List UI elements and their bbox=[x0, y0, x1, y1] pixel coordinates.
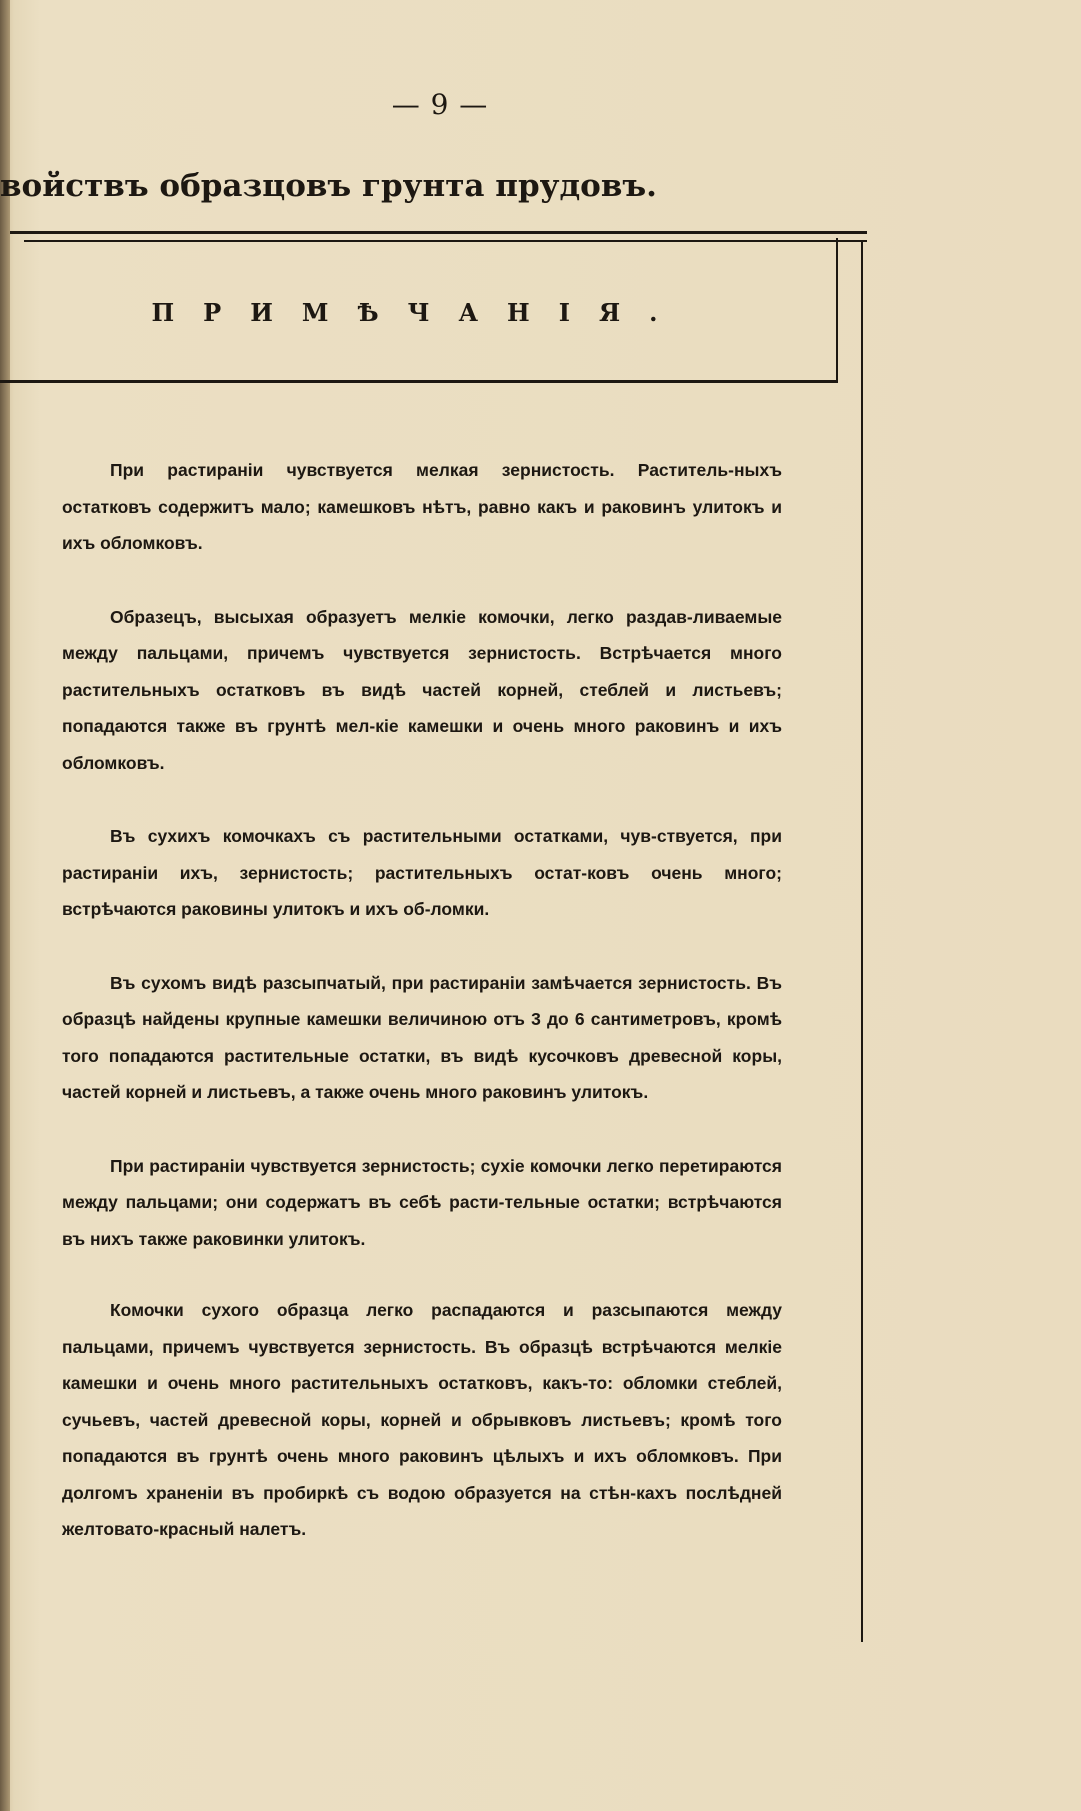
table-right-border bbox=[861, 240, 863, 1642]
note-paragraph: Въ сухихъ комочкахъ съ растительными остатками, чув-ствуется, при растираніи ихъ, зернистость; растительныхъ остат-ковъ очень много; встрѣчаются раковины улитокъ и ихъ об-ломки. bbox=[62, 826, 782, 919]
table-top-rule bbox=[10, 231, 867, 234]
running-header: войствъ образцовъ грунта прудовъ. bbox=[0, 168, 657, 204]
note-paragraph: Образецъ, высыхая образуетъ мелкіе комочки, легко раздав-ливаемые между пальцами, причемъ чувствуется зернистость. Встрѣчается много растительныхъ остатковъ въ видѣ частей корней, стеблей и листьевъ; попадаются также въ грунтѣ мел-кіе камешки и очень много раковинъ и ихъ обломковъ. bbox=[62, 606, 782, 773]
note-paragraph: При растираніи чувствуется зернистость; сухіе комочки легко перетираются между пальцами; они содержатъ въ себѣ расти-тельные остатки; встрѣчаются въ нихъ также раковинки улитокъ. bbox=[62, 1155, 782, 1249]
notes-column bbox=[62, 452, 782, 1548]
book-spine-edge bbox=[0, 0, 10, 1811]
section-title: ПРИМѢЧАНІЯ. bbox=[151, 298, 687, 327]
note-paragraph: При растираніи чувствуется мелкая зернистость. Раститель-ныхъ остатковъ содержитъ мало; камешковъ нѣтъ, равно какъ и раковинъ улитокъ и ихъ обломковъ. bbox=[62, 460, 782, 553]
note-paragraph: Комочки сухого образца легко распадаются и разсыпаются между пальцами, причемъ чувствуется зернистость. Въ образцѣ встрѣчаются мелкіе камешки и очень много растительныхъ остатковъ, какъ-то: обломки стеблей, сучьевъ, частей древесной коры, корней и обрывковъ листьевъ; кромѣ того попадаются въ грунтѣ очень много раковинъ цѣлыхъ и ихъ обломковъ. При долгомъ храненіи въ пробиркѣ съ водою образуется на стѣн-кахъ послѣдней желтовато-красный налетъ. bbox=[62, 1300, 782, 1539]
table-header-rule bbox=[0, 380, 838, 383]
page-number: — 9 — bbox=[391, 88, 489, 121]
note-paragraph: Въ сухомъ видѣ разсыпчатый, при растираніи замѣчается зернистость. Въ образцѣ найдены крупные камешки величиною отъ 3 до 6 сантиметровъ, кромѣ того попадаются растительные остатки, въ видѣ кусочковъ древесной коры, частей корней и листьевъ, а также очень много раковинъ улитокъ. bbox=[62, 972, 782, 1102]
table-top-rule-inner bbox=[24, 240, 867, 242]
